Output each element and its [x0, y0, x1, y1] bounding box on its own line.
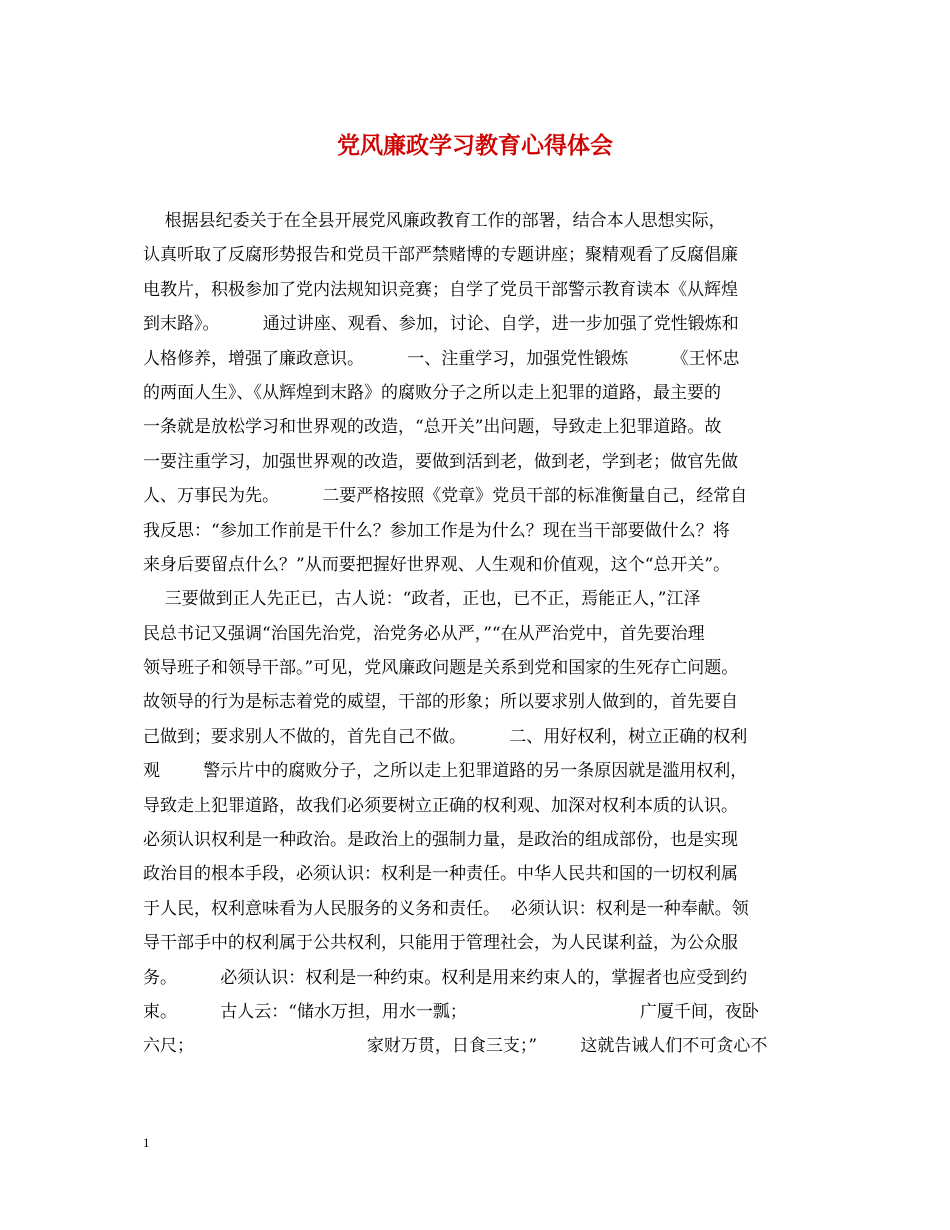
- body-line: 人、万事民为先。 二要严格按照《党章》党员干部的标准衡量自己，经常自: [143, 486, 748, 507]
- document-title: 党风廉政学习教育心得体会: [337, 132, 613, 159]
- body-line: 必须认识权利是一种政治。是政治上的强制力量，是政治的组成部份，也是实现: [143, 830, 738, 851]
- body-line: 电教片，积极参加了党内法规知识竞赛；自学了党员干部警示教育读本《从辉煌: [143, 279, 738, 300]
- body-line: 根据县纪委关于在全县开展党风廉政教育工作的部署，结合本人思想实际，: [143, 211, 726, 231]
- body-line: 束。 古人云：“储水万担，用水一瓢； 广厦千间，夜卧: [143, 1001, 759, 1022]
- body-line: 导致走上犯罪道路，故我们必须要树立正确的权利观、加深对权利本质的认识。: [143, 795, 738, 816]
- body-line: 来身后要留点什么？”从而要把握好世界观、人生观和价值观，这个“总开关”。: [143, 554, 731, 575]
- body-line: 到末路》。 通过讲座、观看、参加，讨论、自学，进一步加强了党性锻炼和: [143, 314, 739, 335]
- body-line: 一要注重学习，加强世界观的改造，要做到活到老，做到老，学到老；做官先做: [143, 451, 738, 472]
- body-line: 故领导的行为是标志着党的威望，干部的形象；所以要求别人做到的，首先要自: [143, 692, 738, 713]
- body-line: 人格修养，增强了廉政意识。 一、注重学习，加强党性锻炼 《王怀忠: [143, 348, 740, 369]
- body-line: 的两面人生》、《从辉煌到末路》的腐败分子之所以走上犯罪的道路，最主要的: [143, 382, 721, 403]
- body-line: 六尺； 家财万贯，日食三支；” 这就告诫人们不可贪心不: [143, 1036, 768, 1057]
- body-line: 民总书记又强调“治国先治党，治党务必从严，”“在从严治党中，首先要治理: [143, 623, 705, 644]
- body-line: 观 警示片中的腐败分子，之所以走上犯罪道路的另一条原因就是滥用权利，: [143, 761, 748, 782]
- body-line: 政治目的根本手段，必须认识：权利是一种责任。中华人民共和国的一切权利属: [143, 864, 738, 885]
- page-number: 1: [143, 1135, 150, 1150]
- body-line: 导干部手中的权利属于公共权利，只能用于管理社会，为人民谋利益，为公众服: [143, 933, 738, 954]
- body-line: 己做到；要求别人不做的，首先自己不做。 二、用好权利，树立正确的权利: [143, 726, 748, 747]
- body-line: 一条就是放松学习和世界观的改造，“总开关”出问题，导致走上犯罪道路。故: [143, 417, 722, 438]
- body-line: 于人民，权利意味看为人民服务的义务和责任。 必须认识：权利是一种奉献。领: [143, 898, 749, 919]
- body-line: 认真听取了反腐形势报告和党员干部严禁赌博的专题讲座；聚精观看了反腐倡廉: [143, 245, 738, 266]
- body-line: 三要做到正人先正已，古人说：“政者，正也，已不正，焉能正人，”江泽: [143, 589, 701, 610]
- body-line: 务。 必须认识：权利是一种约束。权利是用来约束人的，掌握者也应受到约: [143, 967, 748, 988]
- body-line: 领导班子和领导干部。”可见，党风廉政问题是关系到党和国家的生死存亡问题。: [143, 658, 739, 679]
- body-line: 我反思：“参加工作前是干什么？参加工作是为什么？现在当干部要做什么？将: [143, 520, 730, 541]
- document-body: [143, 204, 823, 1064]
